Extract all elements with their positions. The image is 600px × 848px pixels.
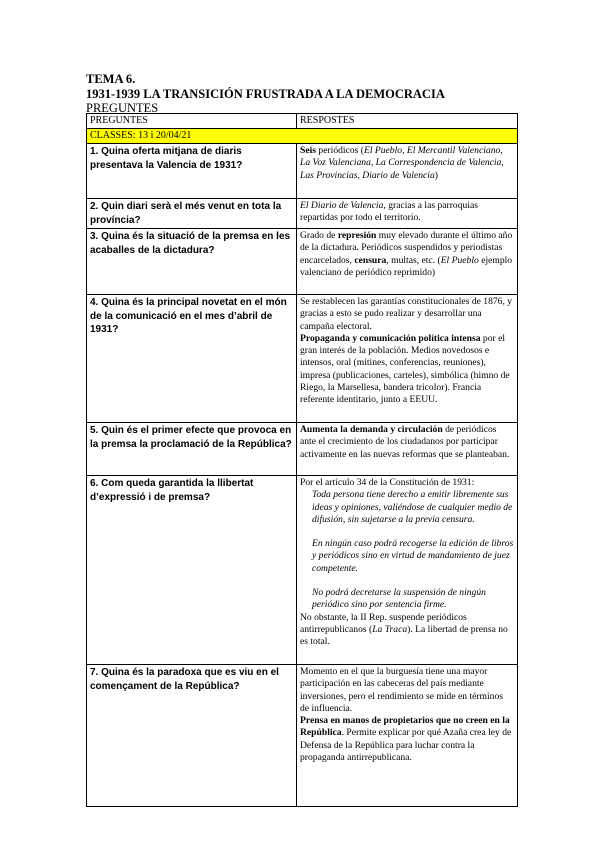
answer-cell: Seis periódicos (El Pueblo, El Mercantil Valenciano, La Voz Valenciana, La Correspondencia de Valencia, Las Provincias, Diario de Valencia): [297, 144, 518, 199]
table-row: [87, 665, 518, 807]
classes-label: CLASSES: 13 i 20/04/21: [87, 129, 518, 144]
question-cell: 6. Com queda garantida la llibertat d’expressió i de premsa?: [87, 476, 297, 665]
title-block: [86, 72, 526, 115]
answer-cell: Aumenta la demanda y circulación de periódicos ante el crecimiento de los ciudadanos por participar activamente en las nuevas reformas que se planteaban.: [297, 423, 518, 476]
section-label: PREGUNTES: [86, 101, 159, 115]
table-row: [87, 423, 518, 476]
topic-number: TEMA 6.: [86, 72, 136, 86]
table-header-row: [87, 114, 518, 129]
answer-cell: Momento en el que la burguesía tiene una mayor participación en las cabeceras del país mediante inversiones, pero el rendimiento se mide en términos de influencia. Prensa en manos de propietarios que no creen en la República. Permite explicar por qué Azaña crea ley de Defensa de la República para luchar contra la propaganda antirrepublicana.: [297, 665, 518, 807]
answer-cell: Por el artículo 34 de la Constitución de 1931: Toda persona tiene derecho a emitir libremente sus ideas y opiniones, valiéndose de cualquier medio de difusión, sin sujetarse a la previa censura. En ningún caso podrá recogerse la edición de libros y periódicos sino en virtud de mandamiento de juez competente. No podrá decretarse la suspensión de ningún periódico sino por sentencia firme. No obstante, la II Rep. suspende periódicos antirrepublicanos (La Traca). La libertad de prensa no es total.: [297, 476, 518, 665]
question-cell: 5. Quin és el primer efecte que provoca en la premsa la proclamació de la República?: [87, 423, 297, 476]
header-answers: RESPOSTES: [297, 114, 518, 129]
question-cell: 2. Quin diari serà el més venut en tota la província?: [87, 199, 297, 229]
answer-cell: Se restablecen las garantías constitucionales de 1876, y gracias a esto se pudo realizar y desarrollar una campaña electoral. Propaganda y comunicación política intensa por el gran interés de la población. Medios novedosos e intensos, oral (mítines, conferencias, reuniones), impresa (publicaciones, carteles), simbólica (himno de Riego, la Marsellesa, bandera tricolor). Francia referente identitario, junto a EEUU.: [297, 295, 518, 423]
table-row: [87, 229, 518, 295]
table-row: [87, 476, 518, 665]
questions-table: [86, 113, 518, 807]
classes-row: [87, 129, 518, 144]
question-cell: 4. Quina és la principal novetat en el món de la comunicació en el mes d’abril de 1931?: [87, 295, 297, 423]
question-cell: 3. Quina és la situació de la premsa en les acaballes de la dictadura?: [87, 229, 297, 295]
topic-title: 1931-1939 LA TRANSICIÓN FRUSTRADA A LA DEMOCRACIA: [86, 87, 445, 101]
table-row: [87, 144, 518, 199]
question-cell: 1. Quina oferta mitjana de diaris presentava la Valencia de 1931?: [87, 144, 297, 199]
table-row: [87, 199, 518, 229]
question-cell: 7. Quina és la paradoxa que es viu en el començament de la República?: [87, 665, 297, 807]
header-questions: PREGUNTES: [87, 114, 297, 129]
table-row: [87, 295, 518, 423]
answer-cell: Grado de represión muy elevado durante el último año de la dictadura. Periódicos suspendidos y periodistas encarcelados, censura, multas, etc. (El Pueblo ejemplo valenciano de periódico reprimido): [297, 229, 518, 295]
answer-cell: El Diario de Valencia, gracias a las parroquias repartidas por todo el territorio.: [297, 199, 518, 229]
